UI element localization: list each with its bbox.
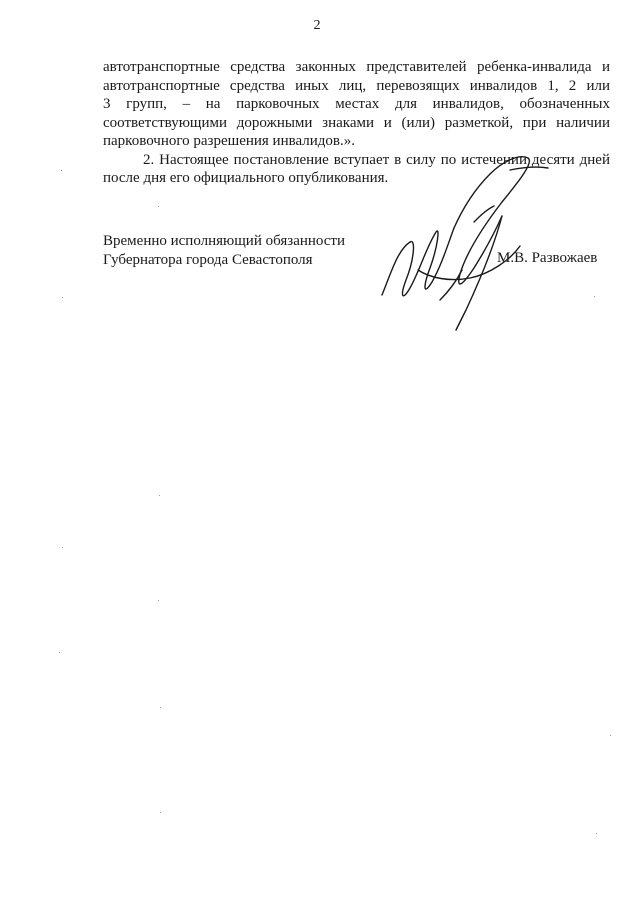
paragraph-line: автотранспортные средства иных лиц, перевозящих инвалидов 1, 2 или: [103, 77, 610, 94]
scan-speck: [61, 170, 62, 171]
scan-speck: [610, 735, 611, 736]
scan-speck: [594, 296, 595, 297]
scan-speck: [62, 547, 63, 548]
paragraph-line: 3 групп, – на парковочных местах для инвалидов, обозначенных: [103, 96, 610, 112]
paragraph-line: 2. Настоящее постановление вступает в силу по истечении десяти дней: [143, 151, 610, 168]
scan-speck: [158, 600, 159, 601]
scan-speck: [596, 833, 597, 834]
signatory-position-line: Временно исполняющий обязанности: [103, 233, 346, 249]
scan-speck: [59, 652, 60, 653]
paragraph-line: автотранспортные средства законных представителей ребенка-инвалида и: [103, 59, 610, 75]
paragraph-line: соответствующими дорожными знаками и (или) разметкой, при наличии: [103, 114, 610, 131]
page-number: 2: [313, 18, 321, 33]
signatory-name: М.В. Развожаев: [497, 250, 598, 266]
paragraph-line: после дня его официального опубликования.: [103, 170, 389, 186]
signatory-position-line: Губернатора города Севастополя: [103, 252, 313, 268]
scan-speck: [160, 812, 161, 813]
scan-speck: [160, 707, 161, 708]
scan-speck: [158, 206, 159, 207]
paragraph-line: парковочного разрешения инвалидов.».: [103, 133, 356, 149]
handwritten-signature: [370, 150, 560, 335]
scan-speck: [62, 297, 63, 298]
signatory-position: [103, 232, 345, 270]
scan-speck: [159, 495, 160, 496]
